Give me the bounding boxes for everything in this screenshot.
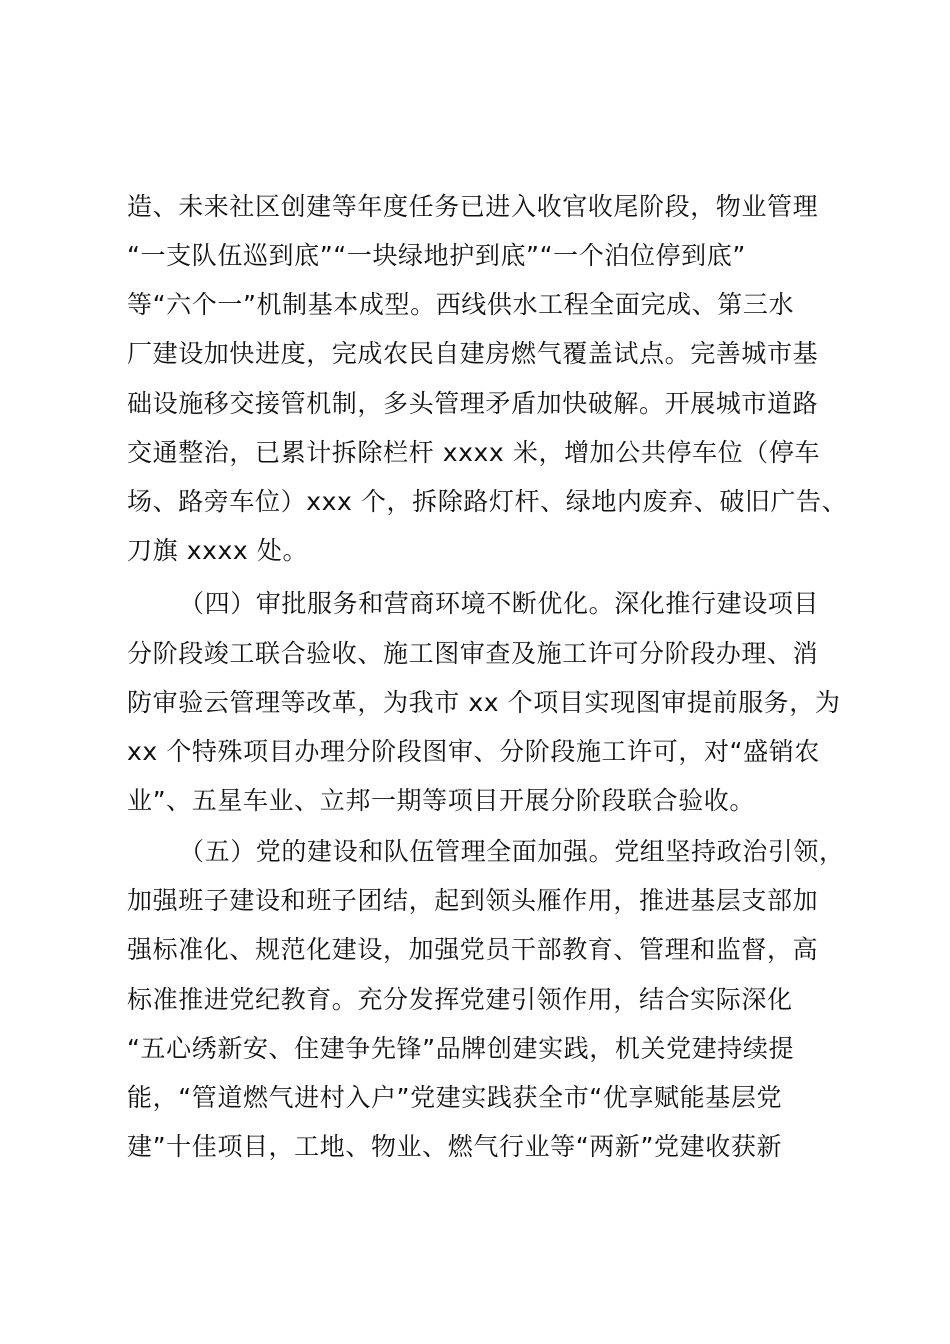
text-line: 防审验云管理等改革，为我市 xx 个项目实现图审提前服务，为 bbox=[127, 688, 841, 717]
text-line: 业”、五星车业、立邦一期等项目开展分阶段联合验收。 bbox=[127, 786, 755, 815]
text-line: 分阶段竣工联合验收、施工图审查及施工许可分阶段办理、消 bbox=[127, 639, 819, 668]
paragraph-4-first-line: （四）审批服务和营商环境不断优化。深化推行建设项目 bbox=[179, 589, 820, 618]
text-line: 础设施移交接管机制，多头管理矛盾加快破解。开展城市道路 bbox=[127, 389, 819, 418]
text-line: 等“六个一”机制基本成型。西线供水工程全面完成、第三水 bbox=[127, 290, 795, 319]
text-line: 交通整治，已累计拆除栏杆 xxxx 米，增加公共停车位（停车 bbox=[127, 438, 821, 467]
text-line: 建”十佳项目，工地、物业、燃气行业等“两新”党建收获新 bbox=[127, 1132, 783, 1161]
text-line: 强标准化、规范化建设，加强党员干部教育、管理和监督，高 bbox=[127, 935, 819, 964]
text-line: 厂建设加快进度，完成农民自建房燃气覆盖试点。完善城市基 bbox=[127, 339, 819, 368]
text-line: 标准推进党纪教育。充分发挥党建引领作用，结合实际深化 bbox=[127, 985, 793, 1014]
text-line: xx 个特殊项目办理分阶段图审、分阶段施工许可，对“盛销农 bbox=[127, 737, 820, 766]
text-line: 刀旗 xxxx 处。 bbox=[127, 536, 309, 565]
text-line: “一支队伍巡到底”“一块绿地护到底”“一个泊位停到底” bbox=[127, 241, 746, 270]
text-line: “五心绣新安、住建争先锋”品牌创建实践，机关党建持续提 bbox=[127, 1034, 795, 1063]
text-line: 场、路旁车位）xxx 个，拆除路灯杆、绿地内废弃、破旧广告、 bbox=[127, 487, 848, 516]
text-line: 造、未来社区创建等年度任务已进入收官收尾阶段，物业管理 bbox=[127, 192, 819, 221]
paragraph-5-first-line: （五）党的建设和队伍管理全面加强。党组坚持政治引领， bbox=[179, 837, 845, 866]
text-line: 加强班子建设和班子团结，起到领头雁作用，推进基层支部加 bbox=[127, 886, 819, 915]
text-line: 能，“管道燃气进村入户”党建实践获全市“优享赋能基层党 bbox=[127, 1083, 783, 1112]
